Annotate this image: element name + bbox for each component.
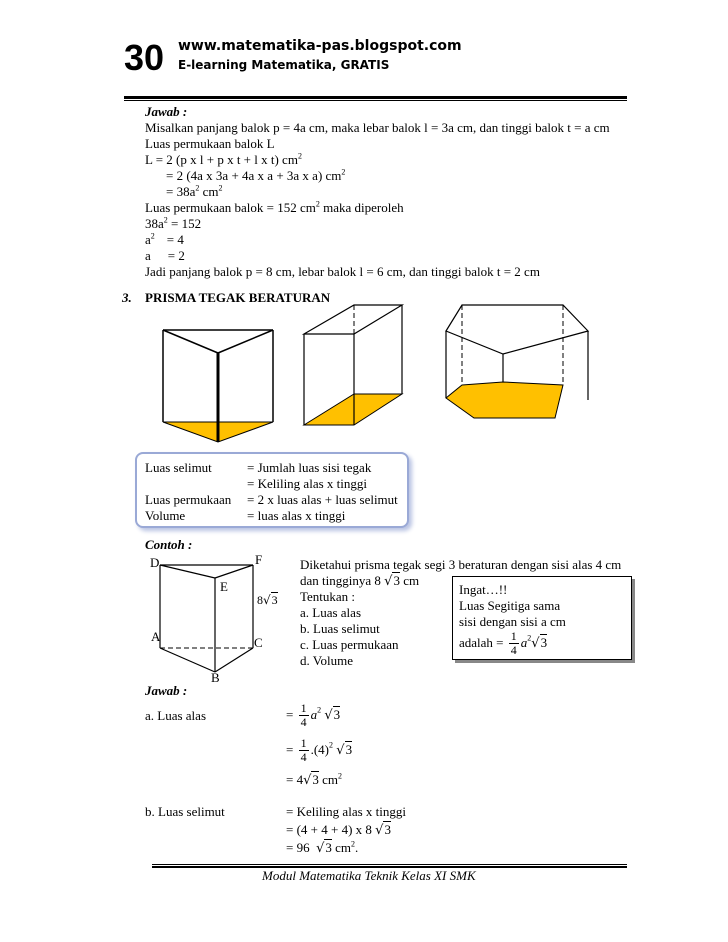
answer-line: $a^2 = 4$ (145, 231, 184, 247)
answer-item-label: b. Luas selimut (145, 804, 225, 819)
section-title: PRISMA TEGAK BERATURAN (145, 290, 331, 305)
answer-step: = 4√3 $cm^2$ (286, 771, 343, 788)
vertex-label-d: D (150, 555, 160, 570)
answer-line: Jadi panjang balok p = 8 cm, lebar balok l = 6 cm, dan tinggi balok t = 2 cm (145, 264, 540, 279)
vertex-label-b: B (211, 670, 220, 685)
reminder-line: Luas Segitiga sama (459, 598, 561, 613)
question-line: Diketahui prisma tegak segi 3 beraturan dengan sisi alas 4 cm (300, 557, 622, 572)
question-item: b. Luas selimut (300, 621, 380, 636)
formula-key: Luas permukaan (145, 492, 232, 507)
vertex-label-c: C (254, 635, 263, 650)
answer-step: = (4 + 4 + 4) x 8 √3 (286, 822, 391, 838)
example-title: Contoh : (145, 537, 193, 552)
question-line: Tentukan : (300, 589, 356, 604)
height-label: 8√3 (257, 593, 278, 607)
answer-line: a = 2 (145, 248, 185, 263)
answer-step: = $\frac{1}{4}$ $.(4)^2$ √3 (286, 735, 353, 764)
section-number: 3. (122, 290, 132, 305)
reminder-line: sisi dengan sisi a cm (459, 614, 566, 629)
answer-line: $38a^2 = 152$ (145, 215, 202, 231)
triangular-prism (163, 330, 273, 442)
answer-item-label: a. Luas alas (145, 708, 207, 723)
page-number: 30 (124, 37, 165, 78)
question-item: a. Luas alas (300, 605, 362, 620)
pentagonal-prism (446, 305, 588, 418)
answer-line: Luas permukaan balok = 152 $cm^2$ maka diperoleh (145, 199, 404, 215)
reminder-formula: adalah = $\frac{1}{4}$ $a^2√3$ (459, 628, 548, 657)
vertex-label-a: A (151, 629, 161, 644)
tagline: E-learning Matematika, GRATIS (178, 58, 390, 72)
formula-value: = luas alas x tinggi (247, 508, 346, 523)
formula-value: = 2 x luas alas + luas selimut (247, 492, 398, 507)
formula-key: Luas selimut (145, 460, 212, 475)
answer-line: = $38a^2$ $cm^2$ (166, 183, 223, 199)
answer-step: = 96 √3 $cm^2$. (286, 839, 359, 856)
rectangular-prism (304, 305, 402, 425)
answer-line: Misalkan panjang balok p = 4a cm, maka lebar balok l = 3a cm, dan tinggi balok t = a cm (145, 120, 610, 135)
reminder-line: Ingat…!! (459, 582, 508, 597)
prism-illustrations (0, 290, 728, 470)
footer-text: Modul Matematika Teknik Kelas XI SMK (262, 868, 476, 883)
question-line: dan tingginya 8 √3 cm (300, 573, 420, 589)
header-rule-thin (124, 100, 627, 101)
formula-key: Volume (145, 508, 186, 523)
prism-base-pentagon (446, 382, 563, 418)
footer-rule (152, 864, 627, 865)
answer-line: L = 2 (p x l + p x t + l x t) $cm^2$ (145, 151, 302, 167)
vertex-label-e: E (220, 579, 228, 594)
formula-value: = Jumlah luas sisi tegak (247, 460, 372, 475)
prism-base-rectangle (304, 394, 402, 425)
site-url: www.matematika-pas.blogspot.com (178, 38, 462, 54)
answer-title: Jawab : (145, 683, 188, 698)
question-item: c. Luas permukaan (300, 637, 399, 652)
vertex-label-f: F (255, 552, 263, 567)
header-rule (124, 96, 627, 99)
answer-line: Luas permukaan balok L (145, 136, 275, 151)
question-item: d. Volume (300, 653, 353, 668)
answer-title: Jawab : (145, 104, 188, 119)
answer-line: = 2 (4a x 3a + 4a x a + 3a x a) $cm^2$ (166, 167, 346, 183)
answer-step: = Keliling alas x tinggi (286, 804, 406, 819)
formula-value: = Keliling alas x tinggi (247, 476, 367, 491)
answer-step: = $\frac{1}{4}$ $a^2$ √3 (286, 700, 341, 729)
